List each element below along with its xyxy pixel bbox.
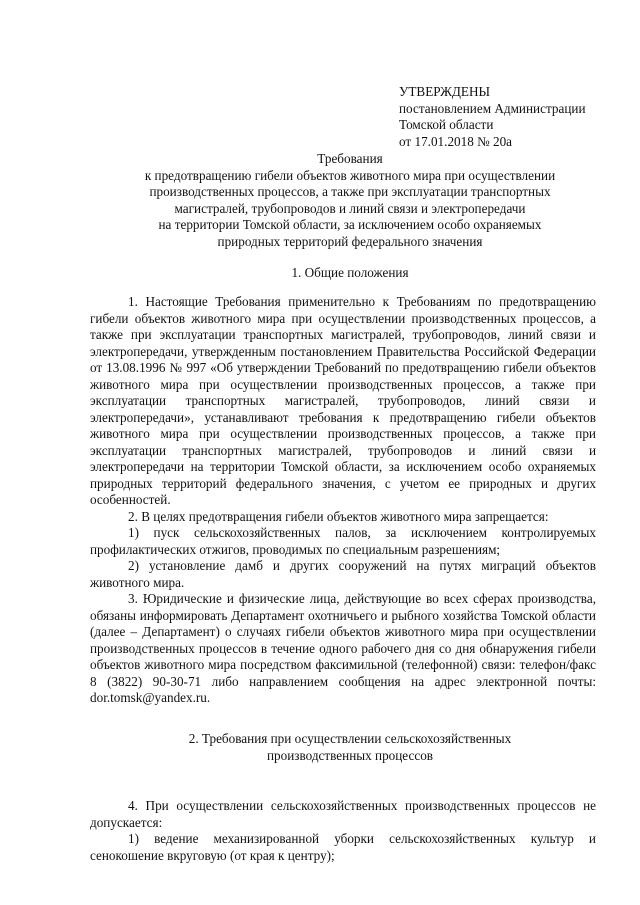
section-1-heading-text: 1. Общие положения bbox=[291, 265, 409, 280]
title-line: производственных процессов, а также при эксплуатации транспортных bbox=[149, 184, 551, 199]
title-line: на территории Томской области, за исключением особо охраняемых bbox=[158, 217, 542, 232]
title-line: к предотвращению гибели объектов животного мира при осуществлении bbox=[144, 167, 556, 183]
paragraph-2-item-2: 2) установление дамб и других сооружений на путях миграций объектов животного мира. bbox=[90, 558, 596, 590]
title-line: Требования bbox=[317, 151, 383, 166]
approval-heading: УТВЕРЖДЕНЫ bbox=[399, 84, 491, 99]
approval-region: Томской области bbox=[399, 117, 494, 132]
title-line: природных территорий федерального значения bbox=[217, 233, 483, 249]
title-line: магистралей, трубопроводов и линий связи и электропередачи bbox=[174, 200, 526, 216]
approval-date-number: от 17.01.2018 № 20а bbox=[399, 133, 513, 149]
section-2-heading-line: 2. Требования при осуществлении сельскохозяйственных bbox=[188, 731, 512, 746]
paragraph-4: 4. При осуществлении сельскохозяйственных производственных процессов не допускается: bbox=[90, 798, 596, 830]
section-1-body bbox=[90, 294, 596, 707]
section-2-heading-line: производственных процессов bbox=[266, 747, 434, 763]
document-title bbox=[90, 151, 610, 250]
paragraph-2-item-1: 1) пуск сельскохозяйственных палов, за исключением контролируемых профилактических отжигов, проводимых по специальным разрешениям; bbox=[90, 525, 596, 557]
section-2-body bbox=[90, 798, 596, 864]
section-2-heading bbox=[90, 731, 610, 764]
approval-authority: постановлением Администрации bbox=[399, 100, 586, 116]
section-1-heading bbox=[90, 265, 610, 282]
paragraph-4-item-1: 1) ведение механизированной уборки сельскохозяйственных культур и сенокошение вкруговую (от края к центру); bbox=[90, 831, 596, 863]
approval-stamp bbox=[399, 84, 619, 150]
paragraph-2: 2. В целях предотвращения гибели объектов животного мира запрещается: bbox=[128, 508, 549, 524]
paragraph-3: 3. Юридические и физические лица, действующие во всех сферах производства, обязаны информировать Департамент охотничьего и рыбного хозяйства Томской области (далее – Департамент) о случаях гибели объектов животного мира при осуществлении производственных процессов в течение одного рабочего дня со дня обнаружения гибели объектов животного мира посредством факсимильной (телефонной) связи: телефон/факс 8 (3822) 90-30-71 либо направлением сообщения на адрес электронной почты: dor.tomsk@yandex.ru. bbox=[90, 591, 596, 705]
paragraph-1: 1. Настоящие Требования применительно к Требованиям по предотвращению гибели объектов животного мира при осуществлении производственных процессов, а также при эксплуатации транспортных магистралей, трубопроводов, линий связи и электропередачи, утвержденным постановлением Правительства Российской Федерации от 13.08.1996 № 997 «Об утверждении Требований по предотвращению гибели объектов животного мира при осуществлении производственных процессов, а также при эксплуатации транспортных магистралей, трубопроводов, линий связи и электропередачи», устанавливают требования к предотвращению гибели объектов животного мира при осуществлении производственных процессов, а также при эксплуатации транспортных магистралей, трубопроводов и линий связи и электропередачи на территории Томской области, за исключением особо охраняемых природных территорий федерального значения, с учетом ее природных и других особенностей. bbox=[90, 294, 596, 507]
